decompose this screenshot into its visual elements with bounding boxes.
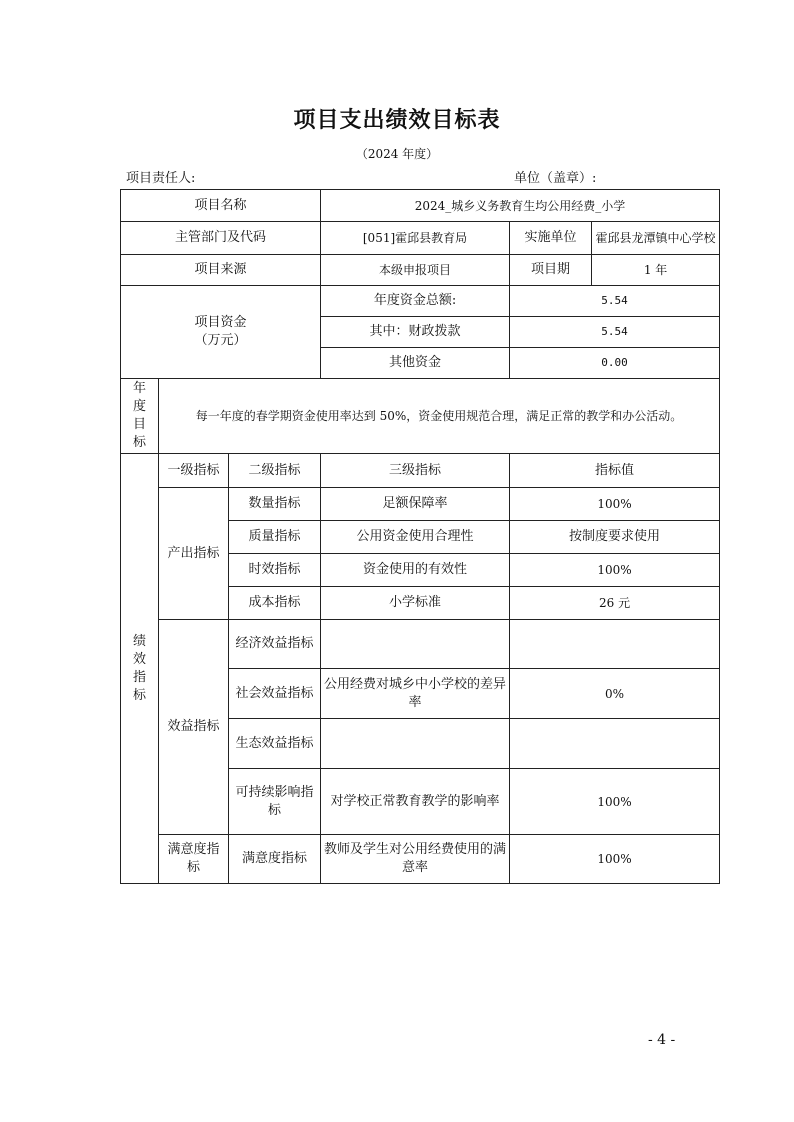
table-row-value: 100%	[510, 769, 720, 835]
table-row-l2: 可持续影响指标	[229, 769, 321, 835]
table-row-l3: 足额保障率	[321, 488, 510, 521]
table-row-l3: 公用经费对城乡中小学校的差异率	[321, 669, 510, 719]
benefit-indicator-label: 效益指标	[159, 620, 229, 835]
header-level2: 二级指标	[229, 454, 321, 488]
table-row-value: 按制度要求使用	[510, 521, 720, 554]
project-name-label: 项目名称	[121, 190, 321, 222]
source-value: 本级申报项目	[321, 255, 510, 286]
project-name-value: 2024_城乡义务教育生均公用经费_小学	[321, 190, 720, 222]
table-row-value: 100%	[510, 554, 720, 587]
dept-label: 主管部门及代码	[121, 222, 321, 255]
table-row-l3: 资金使用的有效性	[321, 554, 510, 587]
table-row-l2: 成本指标	[229, 587, 321, 620]
perf-indicator-label: 绩效指标	[132, 633, 146, 703]
funds-other-value: 0.00	[510, 348, 720, 379]
funds-total-value: 5.54	[510, 286, 720, 317]
header-level1: 一级指标	[159, 454, 229, 488]
responsible-person-label: 项目责任人:	[126, 171, 196, 186]
table-row-l3: 小学标准	[321, 587, 510, 620]
satisfaction-indicator-label: 满意度指标	[159, 835, 229, 884]
table-row-value	[510, 620, 720, 669]
year-label: （2024 年度）	[355, 147, 439, 161]
funds-fiscal-value: 5.54	[510, 317, 720, 348]
page-number: - 4 -	[648, 1032, 676, 1048]
table-row-value: 100%	[510, 835, 720, 884]
table-row-l2: 生态效益指标	[229, 719, 321, 769]
table-row-l3: 公用资金使用合理性	[321, 521, 510, 554]
table-row-l2: 社会效益指标	[229, 669, 321, 719]
annual-goal-label: 年度目标	[132, 381, 146, 450]
funds-label: 项目资金 （万元）	[121, 286, 321, 379]
funds-total-label: 年度资金总额:	[321, 286, 510, 317]
output-indicator-label: 产出指标	[159, 488, 229, 620]
page-title: 项目支出绩效目标表	[293, 108, 501, 133]
table-row-l3: 教师及学生对公用经费使用的满意率	[321, 835, 510, 884]
impl-unit-label: 实施单位	[510, 222, 592, 255]
period-label: 项目期	[510, 255, 592, 286]
header-level3: 三级指标	[321, 454, 510, 488]
table-row-l3	[321, 719, 510, 769]
performance-table	[120, 189, 720, 884]
table-row-l2: 质量指标	[229, 521, 321, 554]
table-row-value: 26 元	[510, 587, 720, 620]
table-row-l3: 对学校正常教育教学的影响率	[321, 769, 510, 835]
funds-other-label: 其他资金	[321, 348, 510, 379]
table-row-value: 0%	[510, 669, 720, 719]
table-row-l2: 满意度指标	[229, 835, 321, 884]
funds-fiscal-label: 其中：财政拨款	[321, 317, 510, 348]
table-row-value: 100%	[510, 488, 720, 521]
source-label: 项目来源	[121, 255, 321, 286]
table-row-l2: 时效指标	[229, 554, 321, 587]
table-row-l2: 经济效益指标	[229, 620, 321, 669]
table-row-l3	[321, 620, 510, 669]
table-row-value	[510, 719, 720, 769]
annual-goal-text: 每一年度的春学期资金使用率达到 50%，资金使用规范合理，满足正常的教学和办公活动。	[159, 379, 720, 454]
dept-value: [051]霍邱县教育局	[321, 222, 510, 255]
impl-unit-value: 霍邱县龙潭镇中心学校	[592, 222, 720, 255]
table-row-l2: 数量指标	[229, 488, 321, 521]
period-value: 1 年	[592, 255, 720, 286]
header-value: 指标值	[510, 454, 720, 488]
unit-seal-label: 单位（盖章）:	[514, 171, 597, 186]
